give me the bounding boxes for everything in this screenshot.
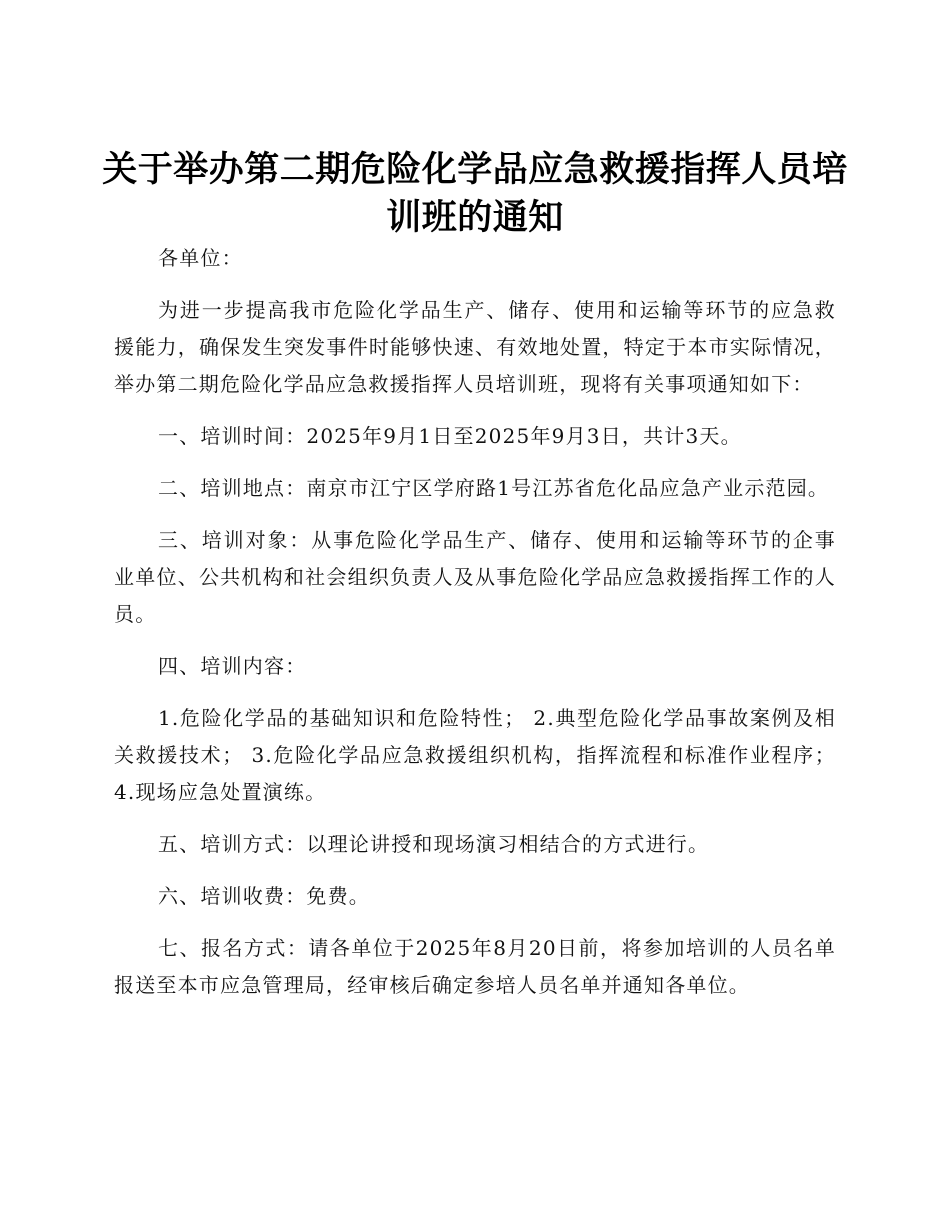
section-training-location: 二、培训地点：南京市江宁区学府路1号江苏省危化品应急产业示范园。 (158, 476, 830, 500)
section-training-content-items: 1.危险化学品的基础知识和危险特性； 2.典型危险化学品事故案例及相关救援技术； 3.危险化学品应急救援组织机构，指挥流程和标准作业程序； 4.现场应急处置演练。 (114, 706, 836, 804)
document-title: 关于举办第二期危险化学品应急救援指挥人员培训班的通知 (102, 150, 848, 238)
section-training-method: 五、培训方式：以理论讲授和现场演习相结合的方式进行。 (158, 832, 710, 856)
section-training-content-heading: 四、培训内容： (158, 654, 307, 678)
section-training-fee: 六、培训收费：免费。 (158, 884, 370, 908)
section-training-audience: 三、培训对象：从事危险化学品生产、储存、使用和运输等环节的企事业单位、公共机构和社会组织负责人及从事危险化学品应急救援指挥工作的人员。 (114, 528, 836, 626)
document-body (114, 240, 836, 1019)
section-training-time: 一、培训时间：2025年9月1日至2025年9月3日，共计3天。 (158, 424, 742, 448)
salutation: 各单位： (158, 246, 243, 270)
intro-paragraph: 为进一步提高我市危险化学品生产、储存、使用和运输等环节的应急救援能力，确保发生突发事件时能够快速、有效地处置，特定于本市实际情况，举办第二期危险化学品应急救援指挥人员培训班，现将有关事项通知如下： (114, 298, 836, 396)
section-registration: 七、报名方式：请各单位于2025年8月20日前，将参加培训的人员名单报送至本市应急管理局，经审核后确定参培人员名单并通知各单位。 (114, 936, 836, 997)
